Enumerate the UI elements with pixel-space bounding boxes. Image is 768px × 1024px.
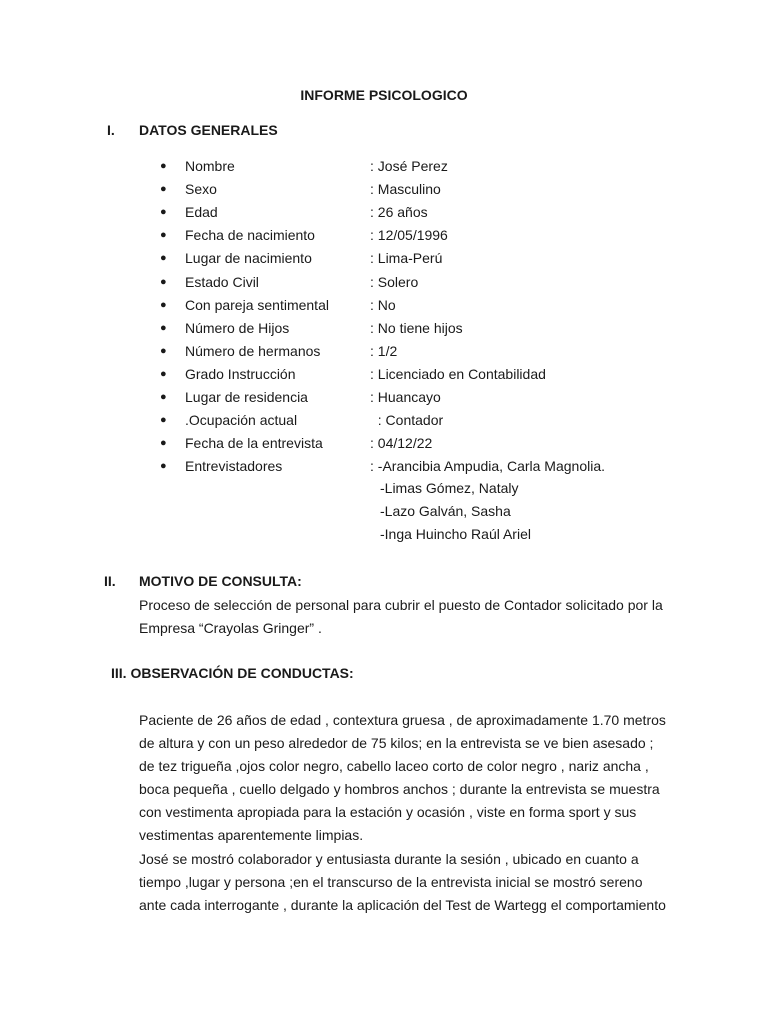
datos-row [0,179,768,199]
section-2-number: II. [104,573,116,589]
document-title: INFORME PSICOLOGICO [300,87,468,103]
datos-label: Entrevistadores [185,458,283,475]
bullet-icon: ● [160,206,167,219]
datos-row [0,433,768,453]
datos-value: : Solero [370,273,419,290]
section-2-title: MOTIVO DE CONSULTA: [139,573,302,589]
observacion-line: de tez trigueña ,ojos color negro, cabello laceo corto de color negro , nariz ancha , [139,758,649,775]
datos-value: : -Arancibia Ampudia, Carla Magnolia. [370,458,606,475]
entrevistador-name: -Limas Gómez, Nataly [380,480,519,496]
datos-label: Nombre [185,158,235,174]
datos-value: : 1/2 [370,342,398,359]
entrevistador-row [0,501,768,521]
entrevistador-row [0,524,768,544]
datos-row [0,318,768,338]
observacion-paragraph [139,709,679,917]
section-1-title: DATOS GENERALES [139,122,278,138]
datos-value: : 26 años [370,204,428,221]
section-1-number: I. [107,122,115,138]
bullet-icon: ● [160,275,167,288]
datos-label: Número de Hijos [185,319,290,336]
datos-label: Edad [185,204,218,221]
bullet-icon: ● [160,437,167,450]
bullet-icon: ● [160,391,167,403]
bullet-icon: ● [160,183,167,196]
datos-row [0,156,768,176]
observacion-line: tiempo ,lugar y persona ;en el transcurso de la entrevista inicial se mostró sereno [139,873,643,890]
entrevistador-row [0,478,768,498]
datos-row [0,202,768,222]
datos-row [0,225,768,245]
datos-label: Sexo [185,181,217,198]
motivo-line: Empresa “Crayolas Gringer” . [139,620,322,637]
entrevistador-name: -Lazo Galván, Sasha [380,503,511,519]
datos-row [0,248,768,268]
datos-label: .Ocupación actual [185,412,298,429]
bullet-icon: ● [160,460,167,473]
datos-label: Lugar de nacimiento [185,250,312,267]
datos-value: : Masculino [370,181,441,198]
bullet-icon: ● [160,344,167,357]
observacion-line: con vestimenta apropiada para la estación y ocasión , viste en forma sport y sus [139,804,637,821]
observacion-line: José se mostró colaborador y entusiasta durante la sesión , ubicado en cuanto a [139,850,639,867]
datos-label: Fecha de la entrevista [185,435,323,452]
observacion-line: ante cada interrogante , durante la aplicación del Test de Wartegg el comportamiento [139,896,666,913]
datos-value: : Licenciado en Contabilidad [370,365,546,382]
datos-row [0,456,768,476]
bullet-icon: ● [160,414,167,427]
datos-label: Lugar de residencia [185,389,308,405]
observacion-line: Paciente de 26 años de edad , contextura gruesa , de aproximadamente 1.70 metros [139,712,666,728]
motivo-line: Proceso de selección de personal para cubrir el puesto de Contador solicitado por la [139,597,663,613]
datos-value: : Lima-Perú [370,250,443,267]
datos-row [0,272,768,292]
datos-label: Grado Instrucción [185,365,296,382]
datos-row [0,295,768,315]
observacion-line: de altura y con un peso alrededor de 75 kilos; en la entrevista se ve bien asesado ; [139,735,654,752]
bullet-icon: ● [160,252,167,265]
entrevistador-name: -Inga Huincho Raúl Ariel [380,526,531,542]
datos-label: Fecha de nacimiento [185,227,315,244]
bullet-icon: ● [160,298,167,311]
datos-value: : Contador [370,412,444,429]
bullet-icon: ● [160,367,167,380]
datos-row [0,387,768,407]
observacion-line: boca pequeña , cuello delgado y hombros anchos ; durante la entrevista se muestra [139,781,660,798]
observacion-line: vestimentas aparentemente limpias. [139,827,364,844]
datos-row [0,364,768,384]
datos-row [0,341,768,361]
bullet-icon: ● [160,229,167,242]
datos-label: Con pareja sentimental [185,296,329,313]
datos-row [0,410,768,430]
motivo-paragraph [139,594,679,640]
datos-label: Número de hermanos [185,342,321,359]
datos-value: : 04/12/22 [370,435,433,452]
bullet-icon: ● [160,160,167,172]
datos-value: : Huancayo [370,389,441,405]
section-3-title: III. OBSERVACIÓN DE CONDUCTAS: [111,665,354,681]
datos-label: Estado Civil [185,273,259,290]
datos-value: : No [370,296,396,313]
datos-value: : 12/05/1996 [370,227,448,244]
datos-value: : No tiene hijos [370,319,463,336]
datos-value: : José Perez [370,158,448,174]
bullet-icon: ● [160,321,167,334]
